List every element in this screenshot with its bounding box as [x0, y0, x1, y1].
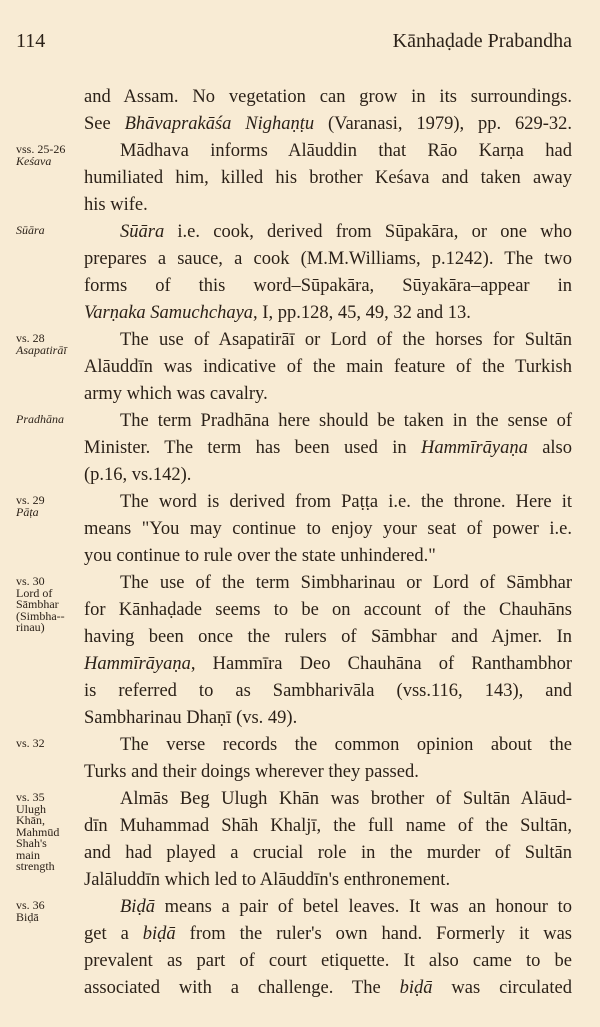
text-line — [84, 786, 572, 813]
text-line — [84, 651, 572, 678]
text-line — [84, 543, 572, 570]
margin-note-text: (Simbha-- — [16, 608, 65, 623]
text-run: associated with a challenge. The — [84, 978, 400, 998]
text-line — [84, 948, 572, 975]
text-line — [84, 732, 572, 759]
margin-note-text: vss. 25-26 — [16, 142, 66, 156]
margin-note — [16, 576, 82, 634]
margin-note-text: main — [16, 847, 40, 862]
margin-note-text-italic: Pāṭa — [16, 504, 39, 519]
text-run: from the ruler's own hand. Formerly it was — [175, 924, 572, 944]
text-line — [84, 867, 572, 894]
margin-note-text: Shah's — [16, 836, 47, 850]
text-run: Turks and their doings wherever they passed. — [84, 762, 419, 782]
text-run: having been once the rulers of Sāmbhar and Ajmer. In — [84, 627, 572, 647]
margin-note-text: Mahmūd — [16, 824, 60, 839]
text-line — [84, 516, 572, 543]
margin-note-text: vs. 30 — [16, 574, 45, 588]
margin-note-text-italic: Sūāra — [16, 223, 45, 237]
text-run: The word is derived from Paṭṭa i.e. the throne. Here it — [120, 492, 572, 512]
text-run: dīn Muhammad Shāh Khaljī, the full name of the Sultān, — [84, 816, 572, 836]
text-run-italic: biḍā — [142, 924, 176, 944]
text-line — [84, 705, 572, 732]
text-run: prepares a sauce, a cook (M.M.Williams, p.1242). The two — [84, 249, 572, 269]
text-line — [84, 489, 572, 516]
text-line — [84, 678, 572, 705]
text-run: means a pair of betel leaves. It was an honour to — [154, 897, 572, 917]
margin-note-text-italic: Keśava — [16, 153, 52, 168]
text-run: is referred to as Sambharivāla (vss.116, 143), and — [84, 681, 572, 701]
text-run: for Kānhaḍade seems to be on account of the Chauhāns — [84, 600, 572, 620]
text-line — [84, 435, 572, 462]
margin-note — [16, 225, 82, 237]
text-line — [84, 219, 572, 246]
margin-note — [16, 738, 82, 750]
margin-note — [16, 333, 82, 356]
text-run-italic: Sūāra — [120, 222, 165, 242]
margin-note-text-italic: Pradhāna — [16, 412, 64, 426]
text-run: , Hammīra Deo Chauhāna of Ranthambhor — [190, 654, 572, 674]
text-line — [84, 921, 572, 948]
margin-note-text: Khān, — [16, 813, 45, 827]
text-line — [84, 759, 572, 786]
margin-note-line — [16, 738, 82, 750]
text-run-italic: Varṇaka Samuchchaya — [84, 303, 254, 323]
text-run: his wife. — [84, 195, 148, 215]
text-run: The use of the term Simbharinau or Lord of Sāmbhar — [120, 573, 572, 593]
text-line — [84, 138, 572, 165]
text-run: (Varanasi, 1979), pp. 629-32. — [314, 114, 572, 134]
margin-note-line — [16, 414, 82, 426]
margin-note — [16, 900, 82, 923]
text-line — [84, 84, 572, 111]
margin-note-text: Ulugh — [16, 801, 46, 816]
text-run: prevalent as part of court etiquette. It also came to be — [84, 951, 572, 971]
text-run-italic: Biḍā — [120, 897, 155, 917]
running-title: Kānhaḍade Prabandha — [392, 30, 572, 52]
text-run: Minister. The term has been used in — [84, 438, 421, 458]
text-line — [84, 408, 572, 435]
page-number: 114 — [16, 30, 46, 52]
text-run: you continue to rule over the state unhindered." — [84, 546, 436, 566]
text-line — [84, 246, 572, 273]
text-run: , I, pp.128, 45, 49, 32 and 13. — [253, 303, 471, 323]
text-line — [84, 354, 572, 381]
margin-note-line — [16, 342, 82, 357]
margin-note-line — [16, 153, 82, 168]
margin-note-line — [16, 909, 82, 924]
text-line — [84, 894, 572, 921]
text-run: get a — [84, 924, 143, 944]
text-run: Almās Beg Ulugh Khān was brother of Sultān Alāud- — [120, 789, 572, 809]
text-line — [84, 192, 572, 219]
margin-note-text-italic: Asapatirāī — [16, 342, 67, 357]
text-line — [84, 813, 572, 840]
text-run: also — [527, 438, 572, 458]
text-line — [84, 300, 572, 327]
text-run: and Assam. No vegetation can grow in its surroundings. — [84, 87, 572, 107]
text-run: means "You may continue to enjoy your seat of power i.e. — [84, 519, 572, 539]
margin-note-line — [16, 861, 82, 873]
text-line — [84, 327, 572, 354]
text-line — [84, 975, 572, 1002]
text-run: and had played a crucial role in the murder of Sultān — [84, 843, 572, 863]
margin-note-line — [16, 622, 82, 634]
margin-note-text: rinau) — [16, 620, 45, 634]
margin-note — [16, 495, 82, 518]
margin-note-text: Biḍā — [16, 909, 39, 924]
margin-note — [16, 792, 82, 873]
text-run: Jalāluddīn which led to Alāuddīn's enthronement. — [84, 870, 451, 890]
margin-note-text: vs. 29 — [16, 493, 45, 507]
margin-note-line — [16, 225, 82, 237]
margin-note-text: strength — [16, 859, 55, 873]
margin-note — [16, 414, 82, 426]
text-run-italic: biḍā — [399, 978, 433, 998]
text-line — [84, 111, 572, 138]
text-run: was circulated — [432, 978, 572, 998]
text-run: Sambharinau Dhaṇī (vs. 49). — [84, 708, 298, 728]
margin-note-text: vs. 32 — [16, 736, 45, 750]
text-line — [84, 840, 572, 867]
text-run: army which was cavalry. — [84, 384, 268, 404]
text-line — [84, 165, 572, 192]
text-run-italic: Bhāvaprakāśa Nighaṇṭu — [124, 114, 315, 134]
margin-note-text: vs. 28 — [16, 331, 45, 345]
margin-note-text: Sāmbhar — [16, 597, 59, 611]
text-line — [84, 570, 572, 597]
text-run: forms of this word–Sūpakāra, Sūyakāra–appear in — [84, 276, 572, 296]
text-run: The verse records the common opinion about the — [120, 735, 572, 755]
margin-note-text: vs. 36 — [16, 898, 45, 912]
text-run: i.e. cook, derived from Sūpakāra, or one who — [164, 222, 572, 242]
body-text — [84, 84, 572, 1002]
text-run-italic: Hammīrāyaṇa — [420, 438, 528, 458]
text-run: See — [84, 114, 125, 134]
text-run-italic: Hammīrāyaṇa — [84, 654, 191, 674]
text-line — [84, 597, 572, 624]
text-run: The use of Asapatirāī or Lord of the horses for Sultān — [120, 330, 572, 350]
margin-note-text: Lord of — [16, 585, 53, 600]
margin-note-text: vs. 35 — [16, 790, 45, 804]
margin-note-line — [16, 504, 82, 519]
text-line — [84, 624, 572, 651]
text-run: humiliated him, killed his brother Keśava and taken away — [84, 168, 572, 188]
text-run: The term Pradhāna here should be taken in the sense of — [120, 411, 572, 431]
text-run: Alāuddīn was indicative of the main feature of the Turkish — [84, 357, 572, 377]
text-line — [84, 381, 572, 408]
text-line — [84, 273, 572, 300]
text-run: Mādhava informs Alāuddin that Rāo Karṇa had — [120, 141, 572, 161]
margin-note — [16, 144, 82, 167]
text-line — [84, 462, 572, 489]
text-run: (p.16, vs.142). — [84, 465, 192, 485]
